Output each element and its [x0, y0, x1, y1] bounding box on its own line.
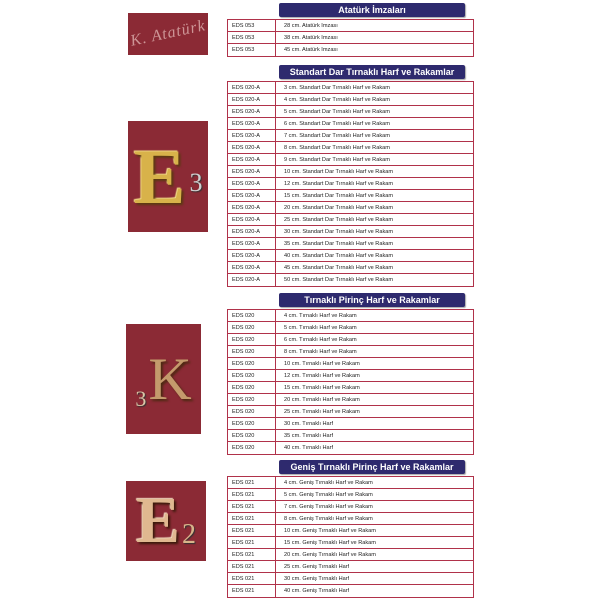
product-code: EDS 020 [228, 442, 276, 454]
table-row [228, 118, 473, 130]
table-row [228, 262, 473, 274]
product-code: EDS 020 [228, 430, 276, 441]
product-code: EDS 053 [228, 20, 276, 31]
signature-image [128, 13, 208, 55]
table-row [228, 513, 473, 525]
product-description: 12 cm. Standart Dar Tırnaklı Harf ve Rakam [284, 180, 394, 187]
table-row [228, 382, 473, 394]
product-code: EDS 020-A [228, 226, 276, 237]
letter-k3-image [126, 324, 201, 434]
product-description: 35 cm. Standart Dar Tırnaklı Harf ve Rakam [284, 240, 394, 247]
product-description: 8 cm. Geniş Tırnaklı Harf ve Rakam [284, 515, 373, 522]
table-row [228, 310, 473, 322]
product-code: EDS 021 [228, 573, 276, 584]
letter-e-glyph: E [135, 484, 181, 557]
table-row [228, 394, 473, 406]
product-description: 5 cm. Tırnaklı Harf ve Rakam [284, 324, 357, 331]
table-row [228, 501, 473, 513]
table-row [228, 477, 473, 489]
product-description: 10 cm. Standart Dar Tırnaklı Harf ve Rakam [284, 168, 394, 175]
table-row [228, 130, 473, 142]
digit-3-glyph: 3 [135, 386, 147, 411]
table-row [228, 358, 473, 370]
product-description: 9 cm. Standart Dar Tırnaklı Harf ve Rakam [284, 156, 390, 163]
product-code: EDS 021 [228, 513, 276, 524]
product-code: EDS 020-A [228, 130, 276, 141]
product-code: EDS 020 [228, 370, 276, 381]
product-code: EDS 021 [228, 549, 276, 560]
product-code: EDS 021 [228, 477, 276, 488]
product-description: 10 cm. Geniş Tırnaklı Harf ve Rakam [284, 527, 376, 534]
table-row [228, 525, 473, 537]
product-code: EDS 020-A [228, 94, 276, 105]
section-title-tirnakli: Tırnaklı Pirinç Harf ve Rakamlar [279, 293, 465, 307]
section-title-standart: Standart Dar Tırnaklı Harf ve Rakamlar [279, 65, 465, 79]
product-description: 30 cm. Tırnaklı Harf [284, 420, 334, 427]
digit-3-glyph: 3 [189, 168, 203, 197]
letter-e2-image [126, 481, 206, 561]
table-row [228, 142, 473, 154]
product-description: 30 cm. Geniş Tırnaklı Harf [284, 575, 350, 582]
table-row [228, 274, 473, 286]
product-description: 50 cm. Standart Dar Tırnaklı Harf ve Rakam [284, 277, 394, 283]
table-row [228, 20, 473, 32]
product-table-ataturk [227, 19, 474, 57]
product-description: 10 cm. Tırnaklı Harf ve Rakam [284, 360, 360, 367]
product-description: 7 cm. Standart Dar Tırnaklı Harf ve Rakam [284, 132, 390, 139]
product-description: 25 cm. Tırnaklı Harf ve Rakam [284, 408, 360, 415]
product-code: EDS 020 [228, 358, 276, 369]
product-code: EDS 020-A [228, 166, 276, 177]
product-code: EDS 020-A [228, 106, 276, 117]
product-code: EDS 020-A [228, 202, 276, 213]
product-code: EDS 020-A [228, 118, 276, 129]
product-table-standart [227, 81, 474, 287]
product-description: 25 cm. Geniş Tırnaklı Harf [284, 563, 350, 570]
table-row [228, 370, 473, 382]
table-row [228, 334, 473, 346]
table-row [228, 32, 473, 44]
product-code: EDS 021 [228, 501, 276, 512]
table-row [228, 166, 473, 178]
table-row [228, 178, 473, 190]
product-description: 20 cm. Geniş Tırnaklı Harf ve Rakam [284, 551, 376, 558]
product-description: 40 cm. Standart Dar Tırnaklı Harf ve Rakam [284, 252, 394, 259]
product-code: EDS 021 [228, 525, 276, 536]
product-code: EDS 020-A [228, 142, 276, 153]
product-description: 5 cm. Standart Dar Tırnaklı Harf ve Rakam [284, 108, 390, 115]
product-description: 5 cm. Geniş Tırnaklı Harf ve Rakam [284, 491, 373, 498]
section-title-genis: Geniş Tırnaklı Pirinç Harf ve Rakamlar [279, 460, 465, 474]
table-row [228, 442, 473, 454]
table-row [228, 106, 473, 118]
product-code: EDS 021 [228, 585, 276, 597]
product-description: 6 cm. Standart Dar Tırnaklı Harf ve Rakam [284, 120, 390, 127]
table-row [228, 94, 473, 106]
product-code: EDS 020 [228, 310, 276, 321]
product-table-tirnakli [227, 309, 474, 455]
table-row [228, 585, 473, 597]
table-row [228, 82, 473, 94]
table-row [228, 322, 473, 334]
table-row [228, 346, 473, 358]
product-code: EDS 053 [228, 44, 276, 56]
table-row [228, 154, 473, 166]
product-description: 3 cm. Standart Dar Tırnaklı Harf ve Rakam [284, 84, 390, 91]
product-description: 4 cm. Standart Dar Tırnaklı Harf ve Rakam [284, 96, 390, 103]
product-code: EDS 020-A [228, 154, 276, 165]
product-description: 8 cm. Standart Dar Tırnaklı Harf ve Rakam [284, 144, 390, 151]
section-title-ataturk: Atatürk İmzaları [279, 3, 465, 17]
product-description: 4 cm. Tırnaklı Harf ve Rakam [284, 312, 357, 319]
product-table-genis [227, 476, 474, 598]
product-description: 35 cm. Tırnaklı Harf [284, 432, 334, 439]
product-code: EDS 020 [228, 346, 276, 357]
table-row [228, 537, 473, 549]
product-description: 40 cm. Geniş Tırnaklı Harf [284, 588, 350, 594]
product-code: EDS 020 [228, 382, 276, 393]
product-description: 30 cm. Standart Dar Tırnaklı Harf ve Rakam [284, 228, 394, 235]
letter-e3-image [128, 121, 208, 232]
table-row [228, 418, 473, 430]
product-description: 7 cm. Geniş Tırnaklı Harf ve Rakam [284, 503, 373, 510]
product-description: 28 cm. Atatürk İmzası [284, 22, 338, 29]
product-description: 40 cm. Tırnaklı Harf [284, 445, 334, 451]
product-code: EDS 020-A [228, 178, 276, 189]
product-description: 15 cm. Tırnaklı Harf ve Rakam [284, 384, 360, 391]
product-code: EDS 020 [228, 334, 276, 345]
table-row [228, 406, 473, 418]
letter-e-glyph: E [133, 132, 186, 220]
product-description: 45 cm. Atatürk İmzası [284, 47, 338, 53]
product-description: 25 cm. Standart Dar Tırnaklı Harf ve Rakam [284, 216, 394, 223]
product-description: 45 cm. Standart Dar Tırnaklı Harf ve Rakam [284, 264, 394, 271]
product-description: 12 cm. Tırnaklı Harf ve Rakam [284, 372, 360, 379]
product-code: EDS 053 [228, 32, 276, 43]
table-row [228, 202, 473, 214]
product-code: EDS 020-A [228, 238, 276, 249]
product-description: 38 cm. Atatürk İmzası [284, 34, 338, 41]
product-code: EDS 020 [228, 394, 276, 405]
table-row [228, 238, 473, 250]
table-row [228, 573, 473, 585]
product-code: EDS 020 [228, 418, 276, 429]
product-code: EDS 020-A [228, 82, 276, 93]
digit-2-glyph: 2 [182, 519, 197, 550]
product-code: EDS 020-A [228, 262, 276, 273]
signature-text: K. Atatürk [128, 17, 208, 50]
product-description: 20 cm. Tırnaklı Harf ve Rakam [284, 396, 360, 403]
product-code: EDS 020-A [228, 250, 276, 261]
product-description: 6 cm. Tırnaklı Harf ve Rakam [284, 336, 357, 343]
table-row [228, 226, 473, 238]
table-row [228, 561, 473, 573]
table-row [228, 190, 473, 202]
product-description: 15 cm. Geniş Tırnaklı Harf ve Rakam [284, 539, 376, 546]
table-row [228, 549, 473, 561]
product-code: EDS 021 [228, 561, 276, 572]
product-description: 4 cm. Geniş Tırnaklı Harf ve Rakam [284, 479, 373, 486]
product-code: EDS 020-A [228, 190, 276, 201]
table-row [228, 250, 473, 262]
table-row [228, 44, 473, 56]
product-code: EDS 020-A [228, 274, 276, 286]
table-row [228, 430, 473, 442]
product-description: 8 cm. Tırnaklı Harf ve Rakam [284, 348, 357, 355]
product-code: EDS 020 [228, 406, 276, 417]
product-description: 20 cm. Standart Dar Tırnaklı Harf ve Rakam [284, 204, 394, 211]
table-row [228, 489, 473, 501]
product-description: 15 cm. Standart Dar Tırnaklı Harf ve Rakam [284, 192, 394, 199]
table-row [228, 214, 473, 226]
product-code: EDS 020 [228, 322, 276, 333]
letter-k-glyph: K [148, 346, 192, 412]
product-code: EDS 021 [228, 489, 276, 500]
product-code: EDS 020-A [228, 214, 276, 225]
product-code: EDS 021 [228, 537, 276, 548]
